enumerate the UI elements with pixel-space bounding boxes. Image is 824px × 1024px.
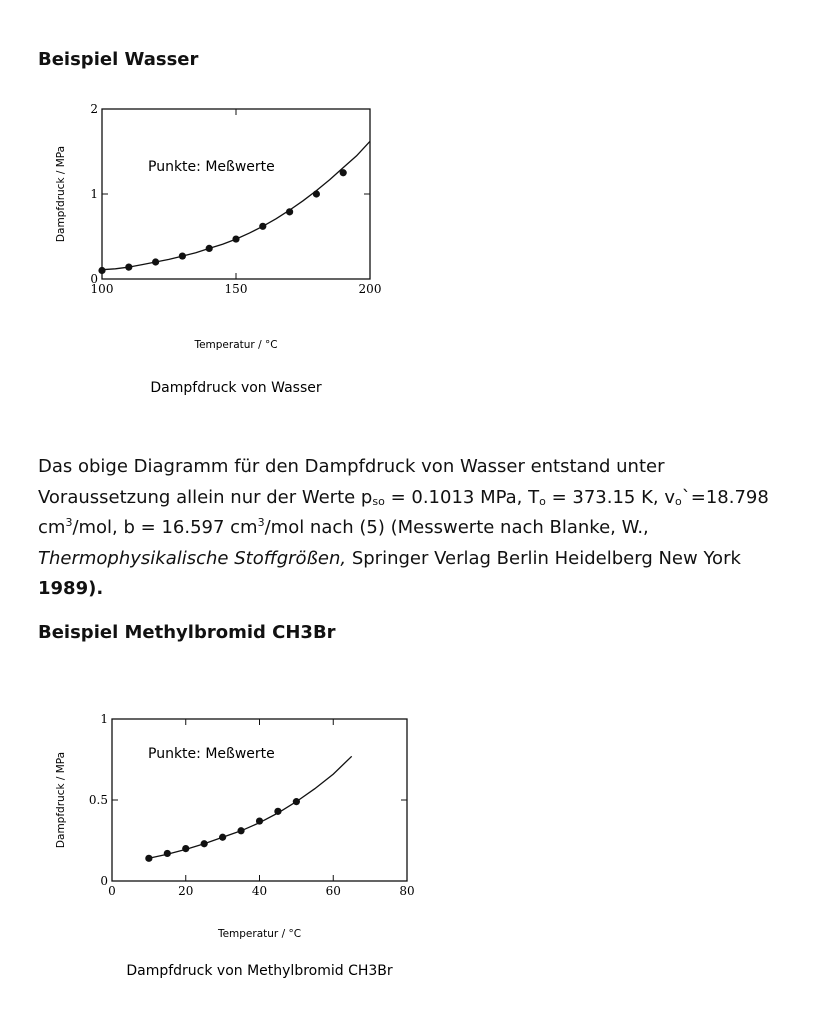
data-point [201, 840, 208, 847]
data-point [179, 252, 186, 259]
data-point [313, 190, 320, 197]
data-point [274, 808, 281, 815]
chart-dampfdruck-methylbromid [40, 705, 440, 990]
y-axis-label: Dampfdruck / MPa [55, 145, 67, 243]
x-axis-label: Temperatur / °C [194, 339, 278, 351]
heading-beispiel-wasser: Beispiel Wasser [38, 49, 199, 70]
data-point [145, 855, 152, 862]
x-tick-label: 40 [251, 884, 268, 898]
x-tick-label: 20 [178, 884, 194, 898]
x-tick-label: 200 [358, 282, 382, 296]
y-tick-label: 0 [100, 874, 108, 888]
data-point [182, 845, 189, 852]
fit-curve [149, 756, 352, 858]
y-tick-label: 1 [100, 712, 108, 726]
data-point [152, 258, 159, 265]
chart-caption: Dampfdruck von Wasser [150, 380, 322, 396]
data-point [293, 798, 300, 805]
heading-beispiel-methylbromid: Beispiel Methylbromid CH3Br [38, 622, 336, 643]
paragraph-text-1: Das obige Diagramm für den Dampfdruck von Wasser entstand unter Voraussetzung allein nur der Werte p [38, 456, 665, 508]
book-title: Thermophysikalische Stoffgrößen, [38, 547, 347, 569]
data-point [340, 169, 347, 176]
data-point [164, 850, 171, 857]
x-tick-label: 150 [224, 282, 248, 296]
data-point [206, 245, 213, 252]
paragraph-text-2: = 0.1013 MPa, T [384, 486, 540, 508]
data-point [219, 834, 226, 841]
plot-frame [102, 109, 370, 279]
chart-caption: Dampfdruck von Methylbromid CH3Br [126, 963, 393, 979]
points-annotation: Punkte: Meßwerte [148, 746, 275, 762]
subscript-o-temperature: o [539, 494, 546, 508]
paragraph-text-5: /mol, b = 16.597 cm [72, 517, 258, 538]
x-axis-label: Temperatur / °C [217, 928, 302, 940]
paragraph-text-4: `=18.798 cm [38, 486, 769, 538]
x-tick-label: 60 [325, 884, 341, 898]
y-axis-label: Dampfdruck / MPa [55, 751, 67, 849]
points-annotation: Punkte: Meßwerte [148, 159, 275, 175]
paragraph-text-3: = 373.15 K, v [545, 486, 675, 508]
publication-year: 1989). [38, 578, 104, 599]
subscript-so: so [372, 494, 385, 508]
x-tick-label: 100 [90, 282, 114, 296]
superscript-3-second: 3 [257, 516, 265, 529]
data-point [98, 267, 105, 274]
data-point [286, 208, 293, 215]
y-tick-label: 0.5 [88, 793, 108, 807]
data-point [259, 223, 266, 230]
y-tick-label: 2 [90, 102, 98, 116]
description-paragraph [38, 452, 798, 605]
data-point [232, 235, 239, 242]
data-point [237, 827, 244, 834]
data-point [125, 264, 132, 271]
y-tick-label: 1 [90, 187, 98, 201]
paragraph-text-6: /mol nach (5) (Messwerte nach Blanke, W., [264, 517, 649, 538]
x-tick-label: 80 [399, 884, 415, 898]
chart-dampfdruck-wasser [40, 95, 400, 405]
paragraph-text-7: Springer Verlag Berlin Heidelberg New York [346, 547, 741, 569]
data-point [256, 817, 263, 824]
x-tick-label: 0 [108, 884, 116, 898]
subscript-o-volume: o [675, 494, 682, 508]
y-tick-label: 0 [90, 272, 98, 286]
superscript-3-first: 3 [65, 516, 73, 529]
